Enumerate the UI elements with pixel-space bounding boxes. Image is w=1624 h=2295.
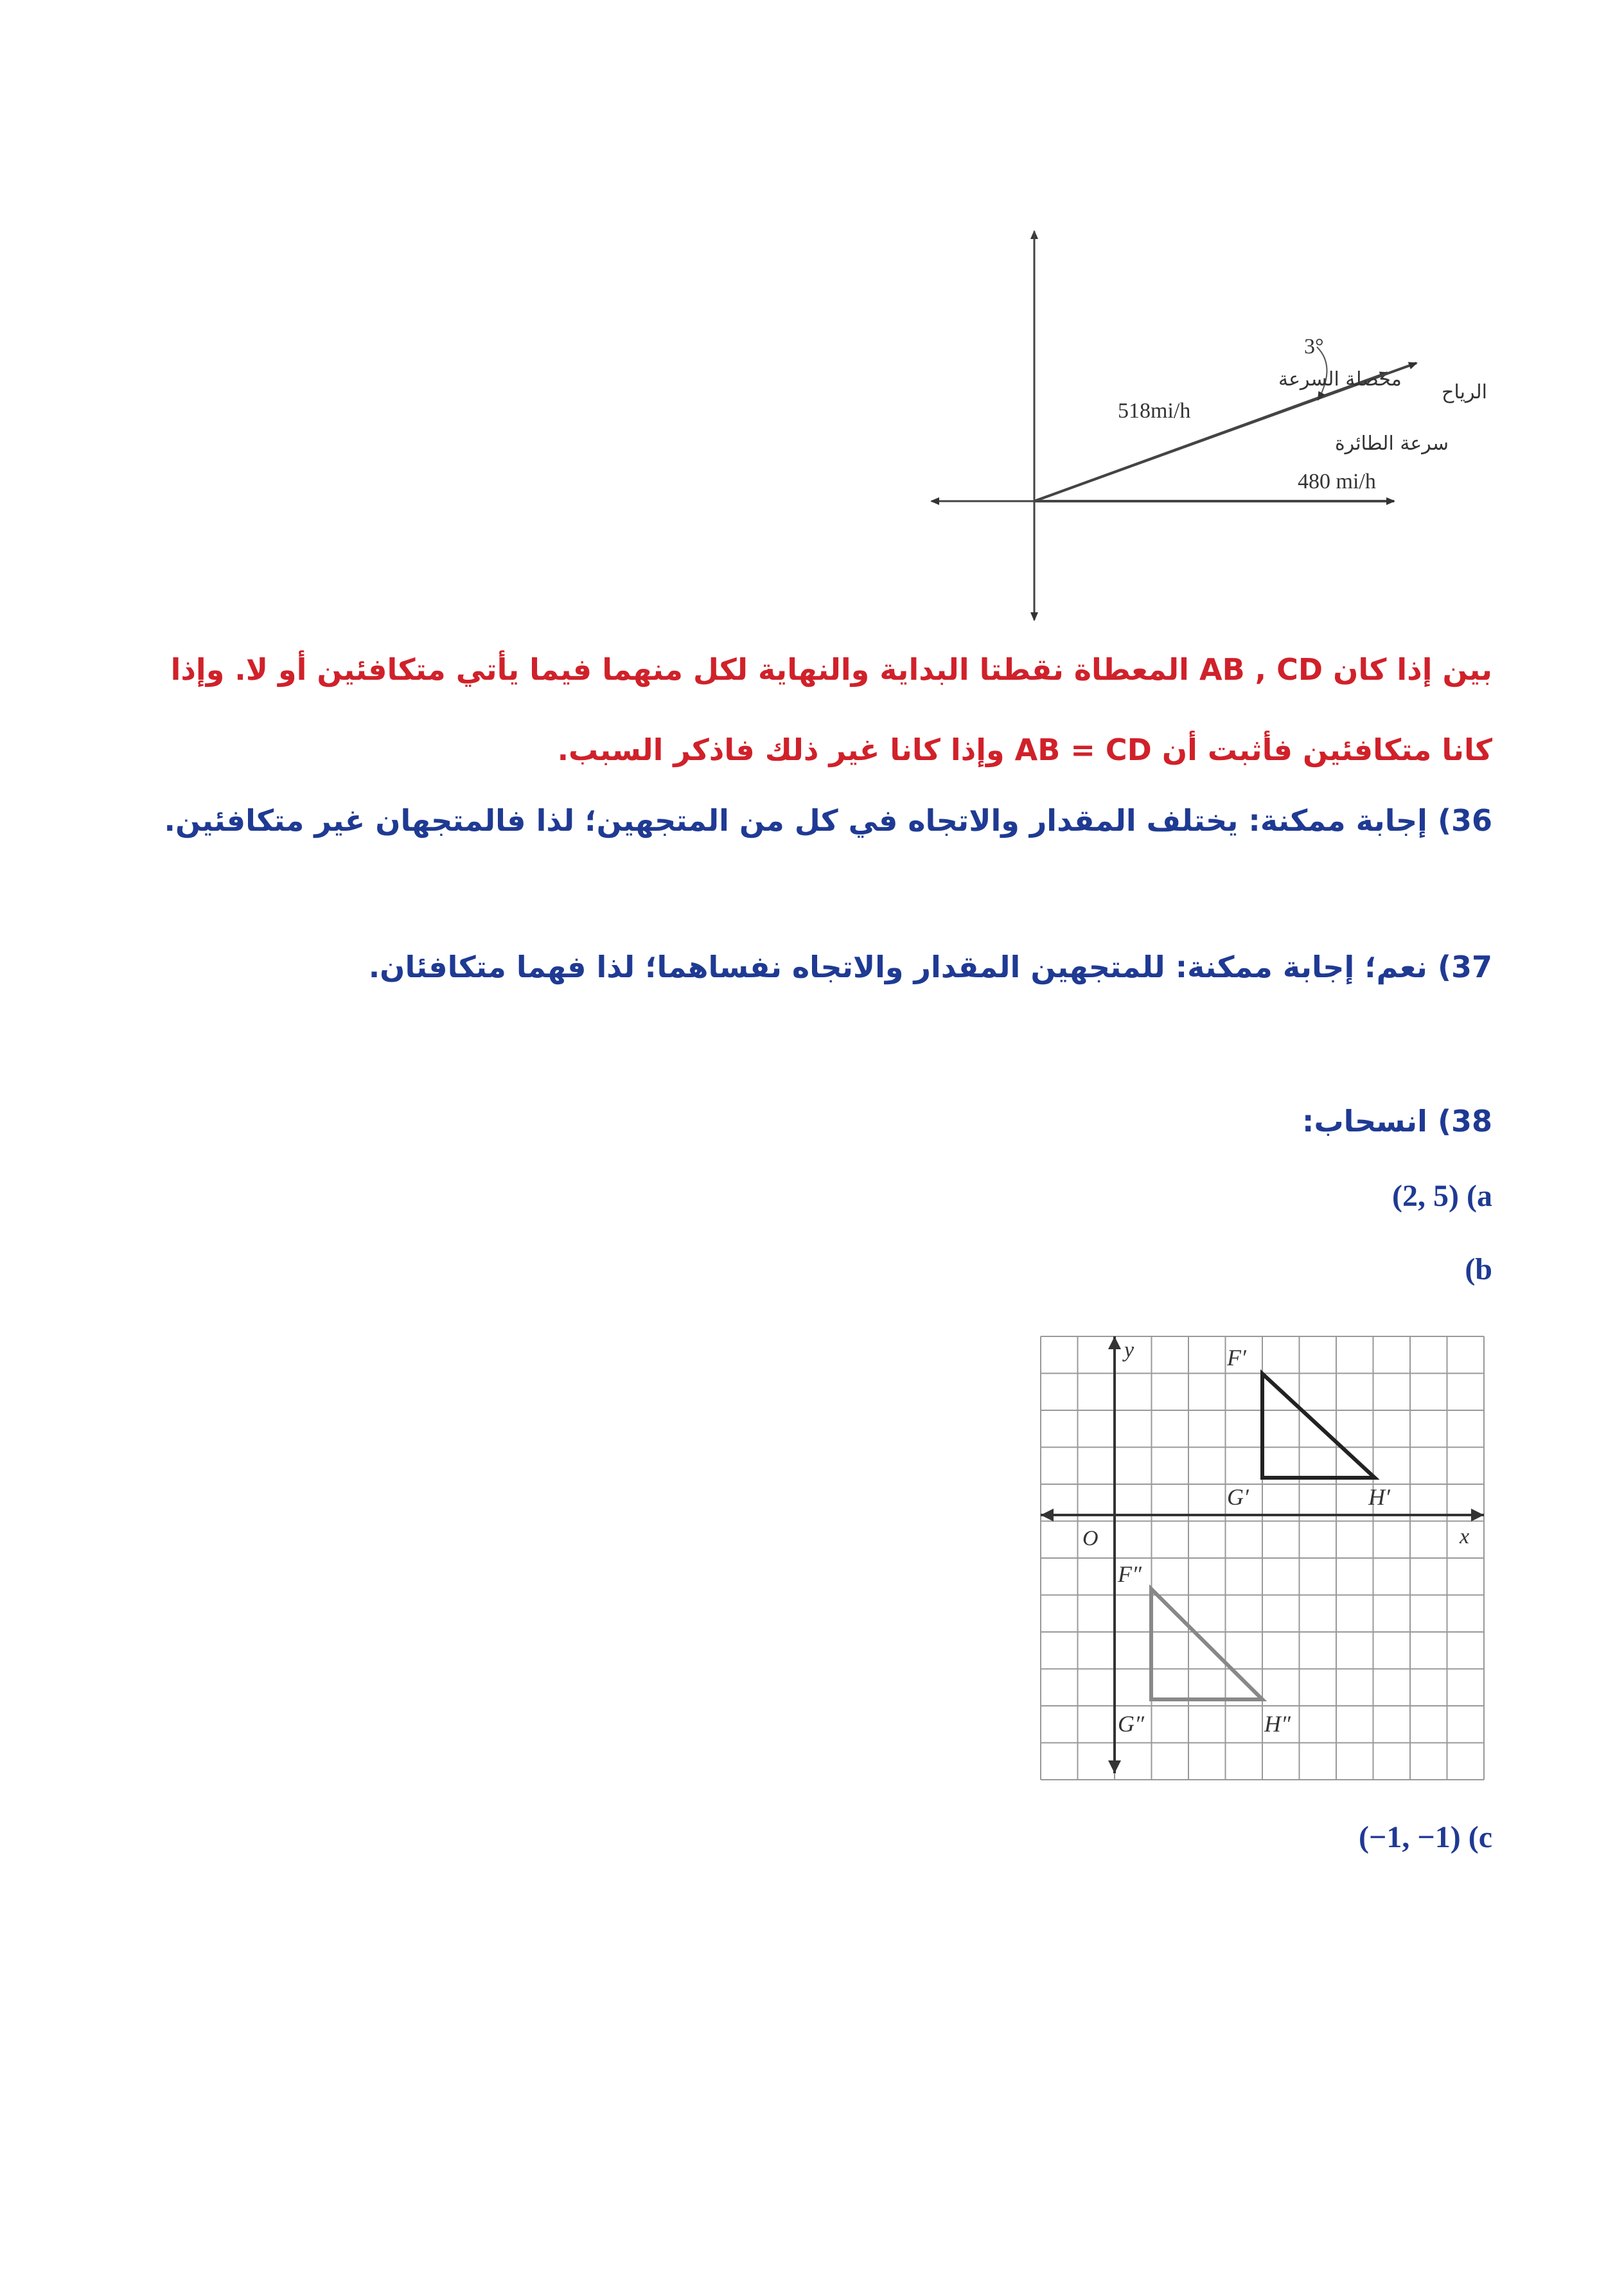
answer-38a: (2, 5) (a xyxy=(1392,1179,1492,1213)
grid-x-axis-arrow-right xyxy=(1471,1509,1484,1521)
resultant-label: محصلة السرعة xyxy=(1278,368,1402,391)
grid-x-axis-arrow-left xyxy=(1041,1509,1054,1521)
label-g-prime: G′ xyxy=(1227,1484,1249,1510)
label-f-double-prime: F″ xyxy=(1118,1561,1142,1587)
vector-diagram xyxy=(925,218,1490,630)
answer-37: 37) نعم؛ إجابة ممكنة: للمتجهين المقدار والاتجاه نفساهما؛ لذا فهما متكافئان. xyxy=(368,950,1492,984)
translation-grid xyxy=(1034,1330,1497,1793)
answer-36: 36) إجابة ممكنة: يختلف المقدار والاتجاه في كل من المتجهين؛ لذا فالمتجهان غير متكافئين. xyxy=(164,803,1492,838)
label-h-double-prime: H″ xyxy=(1264,1711,1291,1737)
angle-label: 3° xyxy=(1304,335,1324,359)
grid-x-label: x xyxy=(1460,1525,1470,1548)
wind-label: الرياح xyxy=(1442,381,1487,403)
grid-y-axis-arrow-up xyxy=(1108,1336,1121,1349)
plane-label: سرعة الطائرة xyxy=(1334,432,1449,455)
instruction-line-1: بين إذا كان AB , CD المعطاة نقطتا البداية والنهاية لكل منهما فيما يأتي متكافئين أو لا. وإذا xyxy=(170,652,1492,687)
grid-origin-label: O xyxy=(1082,1527,1099,1550)
label-g-double-prime: G″ xyxy=(1118,1711,1144,1737)
label-h-prime: H′ xyxy=(1368,1484,1390,1510)
label-f-prime: F′ xyxy=(1227,1345,1246,1370)
triangle-fgh-double-prime xyxy=(1151,1589,1262,1699)
plane-value: 480 mi/h xyxy=(1298,470,1376,493)
answer-38b: (b xyxy=(1465,1252,1492,1286)
grid-y-axis-arrow-down xyxy=(1108,1760,1121,1773)
instruction-line-2: كانا متكافئين فأثبت أن AB = CD وإذا كانا غير ذلك فاذكر السبب. xyxy=(557,732,1492,767)
grid-y-label: y xyxy=(1124,1338,1134,1362)
answer-38c: (−1, −1) (c xyxy=(1359,1820,1492,1854)
resultant-value: 518mi/h xyxy=(1118,399,1191,423)
triangle-fgh-prime xyxy=(1262,1374,1375,1478)
answer-38: 38) انسحاب: xyxy=(1302,1104,1492,1139)
